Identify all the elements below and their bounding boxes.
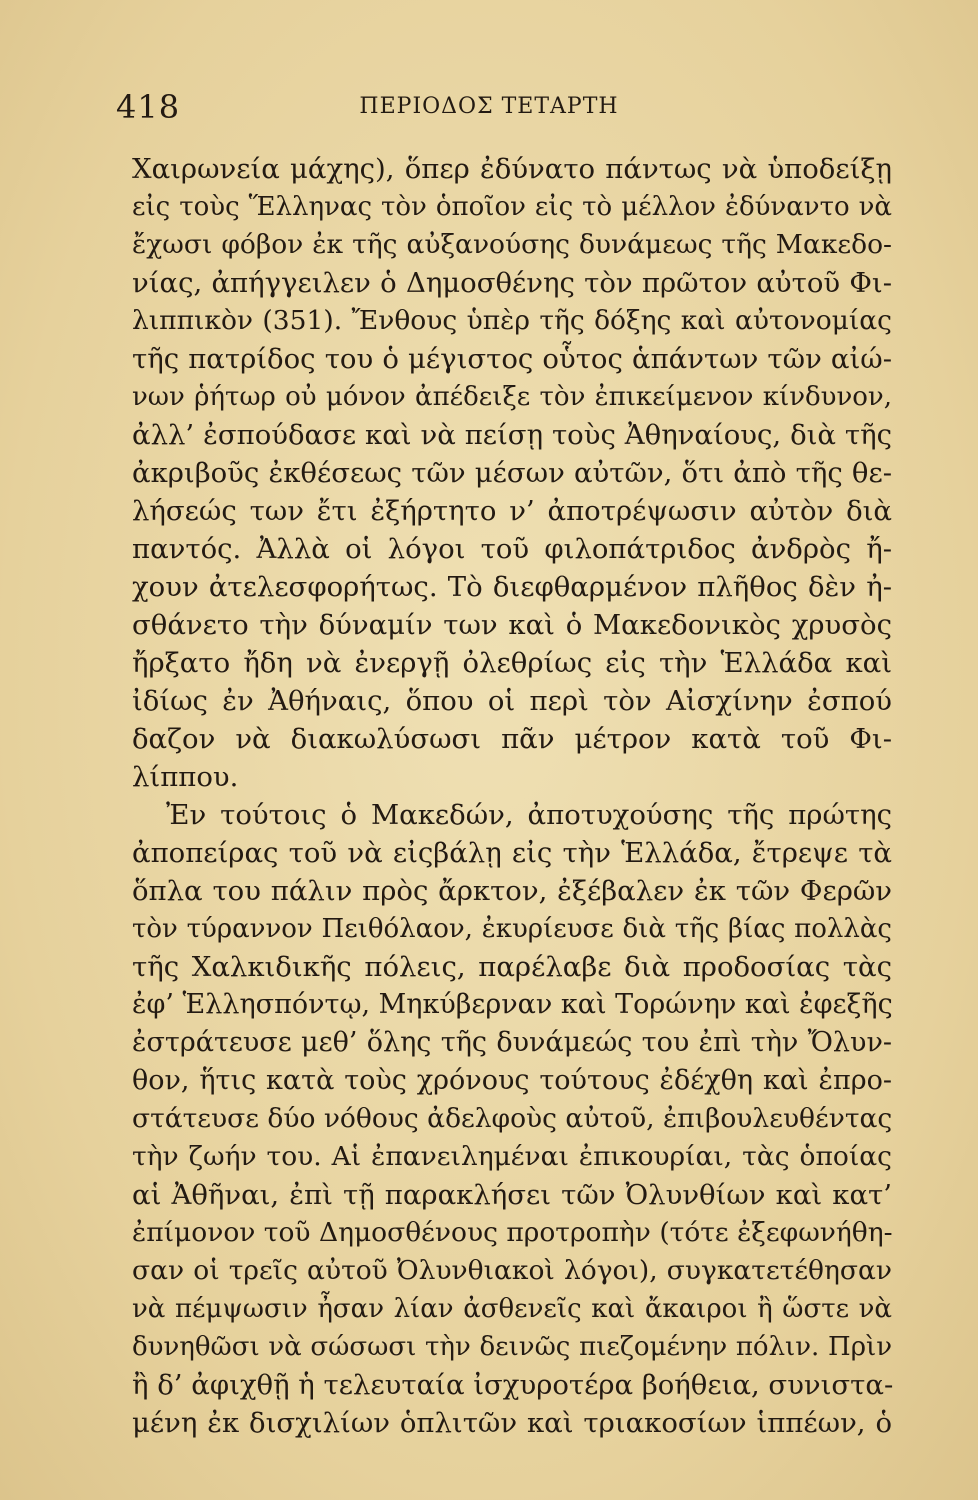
text-line: σαν οἱ τρεῖς αὐτοῦ Ὀλυνθιακοὶ λόγοι), συγκατετέθησαν (132, 1255, 892, 1286)
running-head: ΠΕΡΙΟΔΟΣ ΤΕΤΑΡΤΗ (359, 94, 619, 119)
text-line: αἱ Ἀθῆναι, ἐπὶ τῇ παρακλήσει τῶν Ὀλυνθίων καὶ κατ’ (132, 1179, 892, 1211)
text-line: νων ῥήτωρ οὐ μόνον ἀπέδειξε τὸν ἐπικείμενον κίνδυνον, (132, 382, 892, 412)
text-line: τῆς πατρίδος του ὁ μέγιστος οὗτος ἁπάντων τῶν αἰώ- (132, 343, 892, 375)
text-line: σθάνετο τὴν δύναμίν των καὶ ὁ Μακεδονικὸς χρυσὸς (132, 609, 892, 641)
text-line: τῆς Χαλκιδικῆς πόλεις, παρέλαβε διὰ προδοσίας τὰς (132, 951, 892, 983)
text-line: δαζον νὰ διακωλύσωσι πᾶν μέτρον κατὰ τοῦ Φι- (132, 723, 892, 755)
text-line: νίας, ἀπήγγειλεν ὁ Δημοσθένης τὸν πρῶτον αὐτοῦ Φι- (132, 267, 892, 299)
text-line: ἐστράτευσε μεθ’ ὅλης τῆς δυνάμεώς του ἐπὶ τὴν Ὄλυν- (132, 1027, 892, 1058)
text-line: ἰδίως ἐν Ἀθήναις, ὅπου οἱ περὶ τὸν Αἰσχίνην ἐσπού (132, 685, 892, 717)
text-line: ἀκριβοῦς ἐκθέσεως τῶν μέσων αὐτῶν, ὅτι ἀπὸ τῆς θε- (132, 457, 892, 489)
text-line: νὰ πέμψωσιν ἦσαν λίαν ἀσθενεῖς καὶ ἄκαιροι ἢ ὥστε νὰ (132, 1294, 892, 1324)
text-line: παντός. Ἀλλὰ οἱ λόγοι τοῦ φιλοπάτριδος ἀνδρὸς ἤ- (132, 533, 892, 565)
text-line: ἐφ’ Ἑλλησπόντῳ, Μηκύβερναν καὶ Τορώνην καὶ ἐφεξῆς (132, 989, 893, 1020)
text-line: Χαιρωνεία μάχης), ὅπερ ἐδύνατο πάντως νὰ ὑποδείξῃ (132, 153, 892, 185)
text-line: ἐπίμονον τοῦ Δημοσθένους προτροπὴν (τότε ἐξεφωνήθη- (132, 1217, 893, 1248)
text-line: στάτευσε δύο νόθους ἀδελφοὺς αὐτοῦ, ἐπιβουλευθέντας (132, 1103, 893, 1134)
text-line: ὅπλα του πάλιν πρὸς ἄρκτον, ἐξέβαλεν ἐκ τῶν Φερῶν (132, 875, 892, 907)
text-line: μένη ἐκ δισχιλίων ὁπλιτῶν καὶ τριακοσίων ἱππέων, ὁ (132, 1407, 892, 1439)
text-line: λήσεώς των ἔτι ἐξήρτητο ν’ ἀποτρέψωσιν αὐτὸν διὰ (132, 495, 892, 527)
text-line: εἰς τοὺς Ἕλληνας τὸν ὁποῖον εἰς τὸ μέλλον ἐδύναντο νὰ (132, 192, 892, 222)
text-line: δυνηθῶσι νὰ σώσωσι τὴν δεινῶς πιεζομένην πόλιν. Πρὶν (132, 1332, 892, 1362)
text-line: ἔχωσι φόβον ἐκ τῆς αὐξανούσης δυνάμεως τῆς Μακεδο- (132, 229, 892, 260)
text-line: ἀλλ’ ἐσπούδασε καὶ νὰ πείσῃ τοὺς Ἀθηναίους, διὰ τῆς (132, 419, 892, 451)
text-line: Ἐν τούτοις ὁ Μακεδών, ἀποτυχούσης τῆς πρώτης (166, 799, 892, 831)
text-line: ἢ δ’ ἀφιχθῇ ἡ τελευταία ἰσχυροτέρα βοήθεια, συνιστα- (132, 1369, 894, 1401)
text-line: θον, ἥτις κατὰ τοὺς χρόνους τούτους ἐδέχθη καὶ ἐπρο- (132, 1065, 892, 1096)
text-line: χουν ἀτελεσφορήτως. Τὸ διεφθαρμένον πλῆθος δὲν ἠ- (132, 571, 892, 603)
text-line: τὸν τύραννον Πειθόλαον, ἐκυρίευσε διὰ τῆς βίας πολλὰς (132, 914, 892, 944)
text-line: ἤρξατο ἤδη νὰ ἐνεργῇ ὀλεθρίως εἰς τὴν Ἑλλάδα καὶ (132, 647, 892, 679)
text-line: λιππικὸν (351). Ἔνθους ὑπὲρ τῆς δόξης καὶ αὐτονομίας (132, 305, 892, 336)
text-line: τὴν ζωήν του. Αἱ ἐπανειλημέναι ἐπικουρίαι, τὰς ὁποίας (132, 1141, 892, 1172)
page-number: 418 (116, 88, 181, 126)
text-line: ἀποπείρας τοῦ νὰ εἰςβάλῃ εἰς τὴν Ἑλλάδα, ἔτρεψε τὰ (132, 837, 892, 869)
text-line: λίππου. (132, 761, 239, 793)
